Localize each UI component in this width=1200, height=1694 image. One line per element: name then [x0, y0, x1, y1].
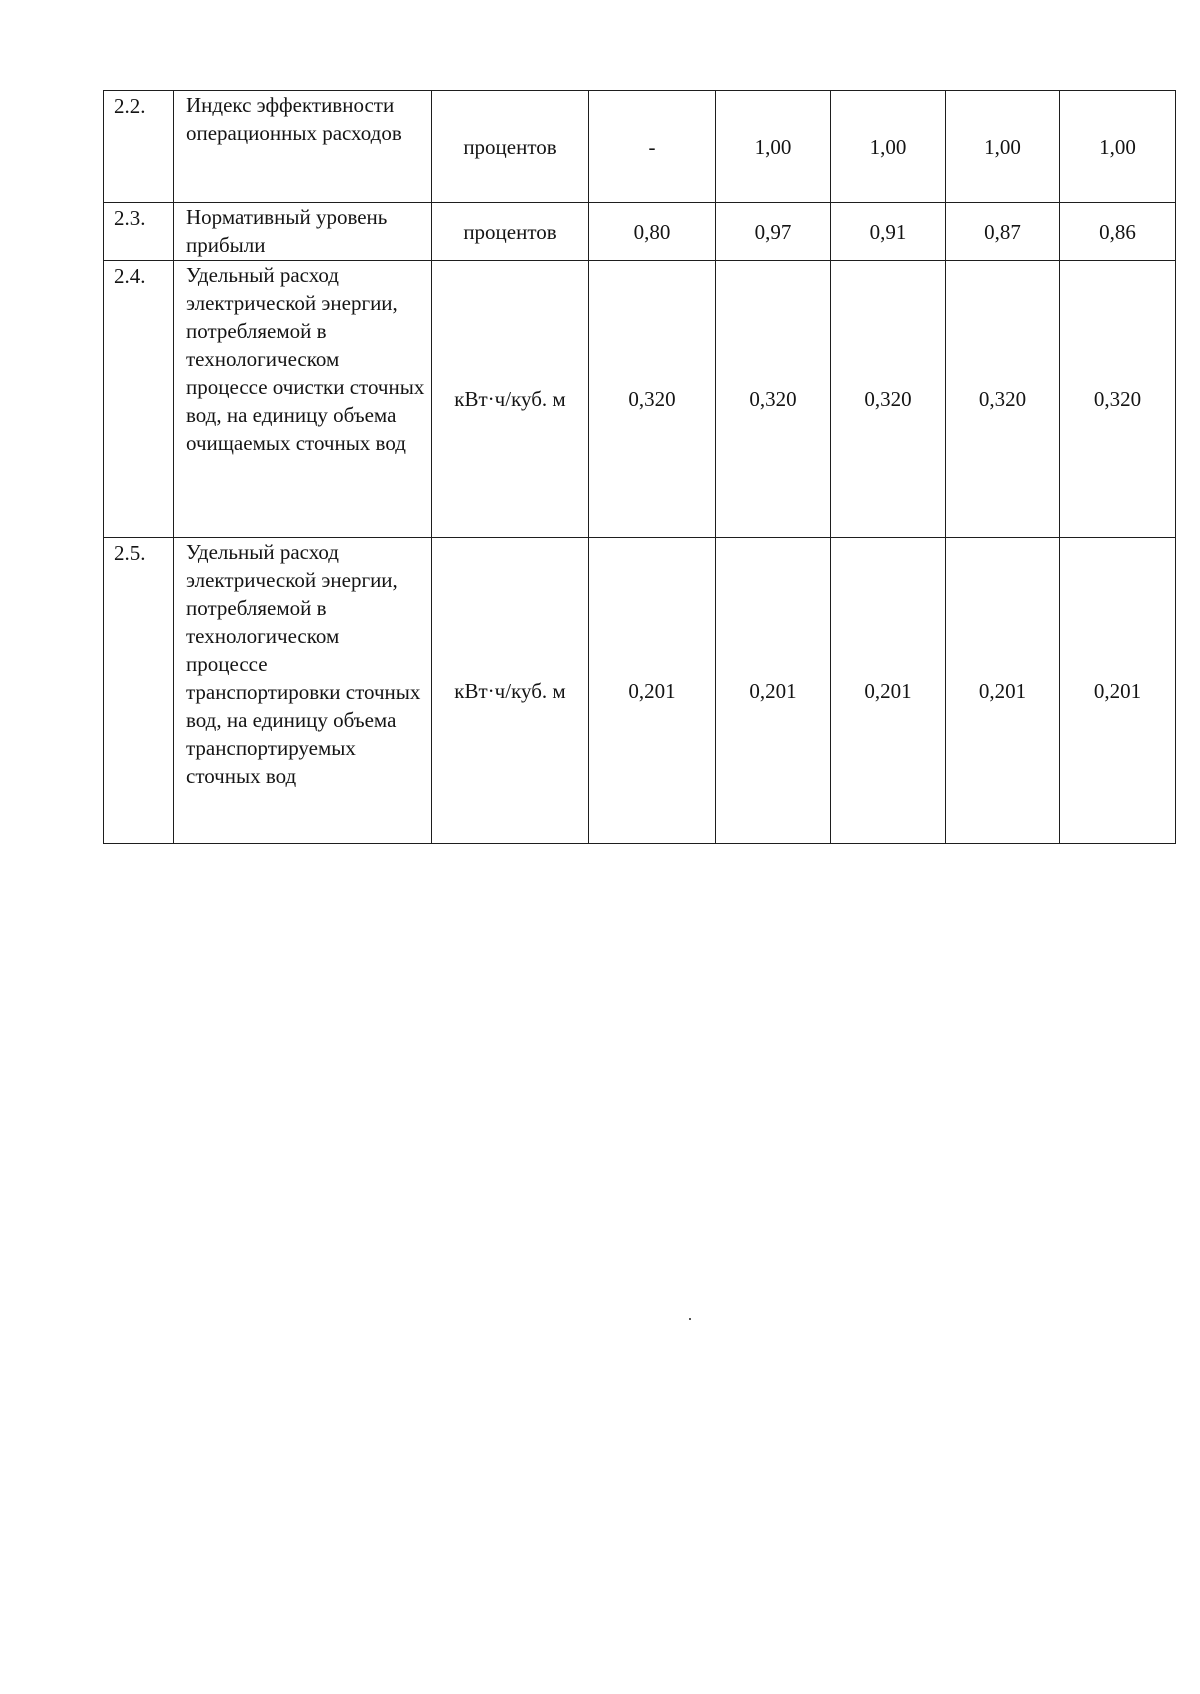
indicators-table [103, 90, 1176, 844]
value-cell: 0,80 [589, 203, 716, 261]
value-cell: 0,201 [1060, 538, 1176, 844]
table-row [104, 203, 1176, 261]
table-row [104, 91, 1176, 203]
scan-speck [689, 1318, 691, 1320]
value-cell: - [589, 91, 716, 203]
value-cell: 0,87 [946, 203, 1060, 261]
indicator-name: Нормативный уровень прибыли [174, 203, 432, 261]
value-cell: 1,00 [946, 91, 1060, 203]
value-cell: 1,00 [1060, 91, 1176, 203]
row-number: 2.3. [104, 203, 174, 261]
value-cell: 0,201 [589, 538, 716, 844]
value-cell: 0,201 [716, 538, 831, 844]
value-cell: 0,320 [1060, 261, 1176, 538]
unit-cell: процентов [432, 203, 589, 261]
value-cell: 0,320 [589, 261, 716, 538]
unit-cell: процентов [432, 91, 589, 203]
value-cell: 0,91 [831, 203, 946, 261]
table-row [104, 538, 1176, 844]
row-number: 2.2. [104, 91, 174, 203]
value-cell: 0,97 [716, 203, 831, 261]
value-cell: 0,201 [946, 538, 1060, 844]
row-number: 2.4. [104, 261, 174, 538]
value-cell: 1,00 [716, 91, 831, 203]
value-cell: 0,86 [1060, 203, 1176, 261]
row-number: 2.5. [104, 538, 174, 844]
value-cell: 0,320 [831, 261, 946, 538]
value-cell: 1,00 [831, 91, 946, 203]
indicator-name: Индекс эффективности операционных расходов [174, 91, 432, 203]
value-cell: 0,320 [716, 261, 831, 538]
unit-cell: кВт·ч/куб. м [432, 538, 589, 844]
value-cell: 0,320 [946, 261, 1060, 538]
unit-cell: кВт·ч/куб. м [432, 261, 589, 538]
table-row [104, 261, 1176, 538]
indicator-name: Удельный расход электрической энергии, потребляемой в технологическом процессе транспортировки сточных вод, на единицу объема транспортируемых сточных вод [174, 538, 432, 844]
value-cell: 0,201 [831, 538, 946, 844]
indicator-name: Удельный расход электрической энергии, потребляемой в технологическом процессе очистки сточных вод, на единицу объема очищаемых сточных вод [174, 261, 432, 538]
